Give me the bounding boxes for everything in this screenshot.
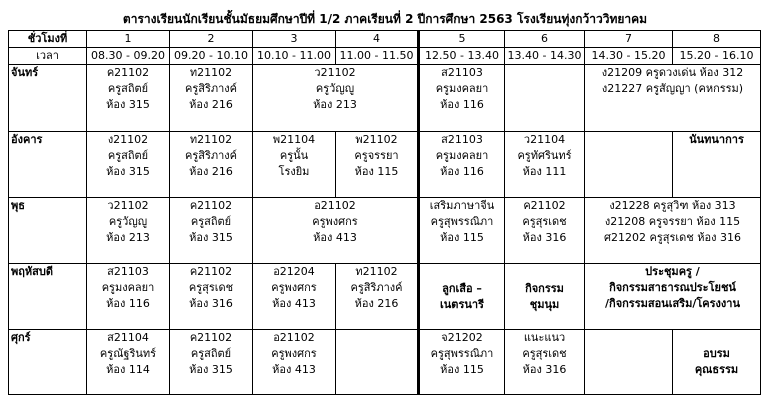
class-cell xyxy=(336,132,419,198)
course-code: ท21102 xyxy=(189,133,233,146)
time-8: 15.20 - 16.10 xyxy=(673,48,761,65)
activity-label: ลูกเสือ – xyxy=(442,281,482,295)
room: ห้อง 413 xyxy=(272,363,316,376)
room: ห้อง 316 xyxy=(189,297,233,310)
course-code: ว21104 xyxy=(523,133,566,146)
empty-cell xyxy=(336,330,419,395)
course-code: ค21102 xyxy=(106,66,150,79)
room: ห้อง 115 xyxy=(440,363,484,376)
activity-label: ชุมนุม xyxy=(529,297,560,311)
day-row-fri xyxy=(9,330,761,395)
class-cell xyxy=(170,264,253,330)
room: ห้อง 315 xyxy=(189,363,233,376)
room: ห้อง 216 xyxy=(189,165,233,178)
teacher: ครูสิริภางค์ xyxy=(184,149,238,162)
course-code: ส21103 xyxy=(441,133,483,146)
course-code: แนะแนว xyxy=(523,331,566,344)
teacher: ครูสิริภางค์ xyxy=(350,281,403,294)
course-code: ค21102 xyxy=(189,199,233,212)
elective-cell xyxy=(585,65,761,132)
time-4: 11.00 - 11.50 xyxy=(336,48,419,65)
teacher: ครูพงศกร xyxy=(271,281,317,294)
page-title: ตารางเรียนนักเรียนชั้นมัธยมศึกษาปีที่ 1/2 ภาคเรียนที่ 2 ปีการศึกษา 2563 โรงเรียนทุ่งกว้าววิทยาคม xyxy=(122,12,648,26)
teacher: ครูสถิตย์ xyxy=(190,347,232,360)
course-code: ค21102 xyxy=(523,199,566,212)
class-cell xyxy=(87,198,170,264)
activity-cell xyxy=(505,264,585,330)
course-code: ค21102 xyxy=(189,331,233,344)
class-cell xyxy=(419,330,505,395)
class-cell xyxy=(170,198,253,264)
empty-cell xyxy=(505,65,585,132)
schedule-table xyxy=(8,30,761,395)
teacher: ครูจรรยา xyxy=(354,149,399,162)
course-code: ส21103 xyxy=(107,265,149,278)
room: ห้อง 315 xyxy=(106,98,150,111)
class-cell xyxy=(505,132,585,198)
room: ห้อง 316 xyxy=(522,231,567,244)
activity-label: เนตรนารี xyxy=(440,297,484,311)
period-5: 5 xyxy=(419,31,505,48)
activity-label: อบรม xyxy=(703,347,730,360)
course-code: อ21102 xyxy=(273,331,315,344)
elective-line: ง21208 ครูจรรยา ห้อง 115 xyxy=(604,215,741,228)
class-cell xyxy=(419,132,505,198)
course-code: อ21204 xyxy=(273,265,315,278)
room: ห้อง 413 xyxy=(313,231,357,244)
room: ห้อง 115 xyxy=(354,165,399,178)
room: ห้อง 413 xyxy=(272,297,316,310)
day-label: พุธ xyxy=(9,198,87,264)
time-label: เวลา xyxy=(9,48,87,65)
period-label: ชั่วโมงที่ xyxy=(9,31,87,48)
period-8: 8 xyxy=(673,31,761,48)
teacher: ครูวัญญู xyxy=(315,82,355,95)
empty-cell xyxy=(585,330,673,395)
activity-cell xyxy=(585,264,761,330)
room: ห้อง 316 xyxy=(522,363,567,376)
time-1: 08.30 - 09.20 xyxy=(87,48,170,65)
activity-cell xyxy=(419,264,505,330)
activity-label: คุณธรรม xyxy=(694,363,739,376)
room: ห้อง 213 xyxy=(313,98,357,111)
activity-label: กิจกรรมสาธารณประโยชน์ xyxy=(609,281,736,294)
elective-line: ศ21202 ครูสุรเดช ห้อง 316 xyxy=(604,231,741,244)
activity-label: กิจกรรม xyxy=(525,281,564,295)
class-cell xyxy=(505,330,585,395)
day-label: จันทร์ xyxy=(9,65,87,132)
teacher: ครูสถิตย์ xyxy=(107,149,149,162)
activity-label: นันทนาการ xyxy=(689,133,744,146)
time-2: 09.20 - 10.10 xyxy=(170,48,253,65)
teacher: ครูสิริภางค์ xyxy=(184,82,238,95)
empty-cell xyxy=(585,132,673,198)
room: ห้อง 315 xyxy=(189,231,233,244)
class-cell xyxy=(87,330,170,395)
teacher: ครูสุรเดช xyxy=(522,347,567,360)
class-cell xyxy=(253,198,419,264)
teacher: ครูทัศรินทร์ xyxy=(517,149,572,162)
class-cell xyxy=(419,198,505,264)
teacher: ครูณัฐรินทร์ xyxy=(99,347,157,360)
day-row-tue xyxy=(9,132,761,198)
elective-line: ง21227 ครูสัญญา (คหกรรม) xyxy=(601,82,744,95)
teacher: ครูพงศกร xyxy=(312,215,358,228)
course-code: พ21104 xyxy=(272,133,316,146)
course-code: ง21102 xyxy=(107,133,149,146)
period-1: 1 xyxy=(87,31,170,48)
teacher: ครูมงคลยา xyxy=(435,82,489,95)
day-label: อังคาร xyxy=(9,132,87,198)
teacher: ครูมงคลยา xyxy=(435,149,489,162)
course-code: จ21202 xyxy=(441,331,483,344)
class-cell xyxy=(170,330,253,395)
time-7: 14.30 - 15.20 xyxy=(585,48,673,65)
time-6: 13.40 - 14.30 xyxy=(505,48,585,65)
class-cell xyxy=(253,132,336,198)
time-3: 10.10 - 11.00 xyxy=(253,48,336,65)
course-code: ค21102 xyxy=(189,265,233,278)
class-cell xyxy=(87,132,170,198)
time-5: 12.50 - 13.40 xyxy=(419,48,505,65)
room: ห้อง 216 xyxy=(189,98,233,111)
day-row-mon xyxy=(9,65,761,132)
course-code: ว21102 xyxy=(314,66,356,79)
room: โรงยิม xyxy=(278,165,310,178)
room: ห้อง 315 xyxy=(106,165,150,178)
class-cell xyxy=(170,65,253,132)
period-6: 6 xyxy=(505,31,585,48)
activity-label: ประชุมครู / xyxy=(645,265,700,278)
teacher: ครูวัญญู xyxy=(108,215,148,228)
class-cell xyxy=(170,132,253,198)
room: ห้อง 213 xyxy=(106,231,150,244)
teacher: ครูสถิตย์ xyxy=(107,82,149,95)
class-cell xyxy=(253,330,336,395)
teacher: ครูสถิตย์ xyxy=(190,215,232,228)
room: ห้อง 115 xyxy=(440,231,484,244)
activity-label: /กิจกรรมสอนเสริม/โครงงาน xyxy=(605,297,740,310)
room: ห้อง 111 xyxy=(522,165,567,178)
day-label: พฤหัสบดี xyxy=(9,264,87,330)
elective-line: ง21209 ครูดวงเด่น ห้อง 312 xyxy=(601,66,744,79)
period-7: 7 xyxy=(585,31,673,48)
teacher: ครูมงคลยา xyxy=(101,281,155,294)
class-cell xyxy=(253,65,419,132)
room: ห้อง 116 xyxy=(440,165,484,178)
class-cell xyxy=(336,264,419,330)
teacher: ครูนั้น xyxy=(279,149,309,162)
time-row xyxy=(9,48,761,65)
teacher: ครูสุพรรณิภา xyxy=(430,215,494,228)
room: ห้อง 216 xyxy=(354,297,399,310)
elective-cell xyxy=(585,198,761,264)
course-code: เสริมภาษาจีน xyxy=(429,199,495,212)
day-row-wed xyxy=(9,198,761,264)
teacher: ครูสุพรรณิภา xyxy=(430,347,494,360)
teacher: ครูสุรเดช xyxy=(188,281,234,294)
activity-cell xyxy=(673,330,761,395)
class-cell xyxy=(253,264,336,330)
period-2: 2 xyxy=(170,31,253,48)
course-code: ว21102 xyxy=(107,199,149,212)
course-code: ส21103 xyxy=(441,66,483,79)
room: ห้อง 114 xyxy=(106,363,150,376)
teacher: ครูพงศกร xyxy=(271,347,317,360)
room: ห้อง 116 xyxy=(106,297,150,310)
class-cell xyxy=(87,65,170,132)
course-code: ท21102 xyxy=(189,66,233,79)
room: ห้อง 116 xyxy=(440,98,484,111)
activity-cell xyxy=(673,132,761,198)
day-label: ศุกร์ xyxy=(9,330,87,395)
elective-line: ง21228 ครูสุวิฑ ห้อง 313 xyxy=(609,199,736,212)
class-cell xyxy=(505,198,585,264)
day-row-thu xyxy=(9,264,761,330)
period-row xyxy=(9,31,761,48)
teacher: ครูสุรเดช xyxy=(522,215,567,228)
class-cell xyxy=(87,264,170,330)
period-3: 3 xyxy=(253,31,336,48)
course-code: พ21102 xyxy=(355,133,398,146)
course-code: ท21102 xyxy=(355,265,398,278)
period-4: 4 xyxy=(336,31,419,48)
course-code: ส21104 xyxy=(107,331,149,344)
class-cell xyxy=(419,65,505,132)
course-code: อ21102 xyxy=(314,199,356,212)
